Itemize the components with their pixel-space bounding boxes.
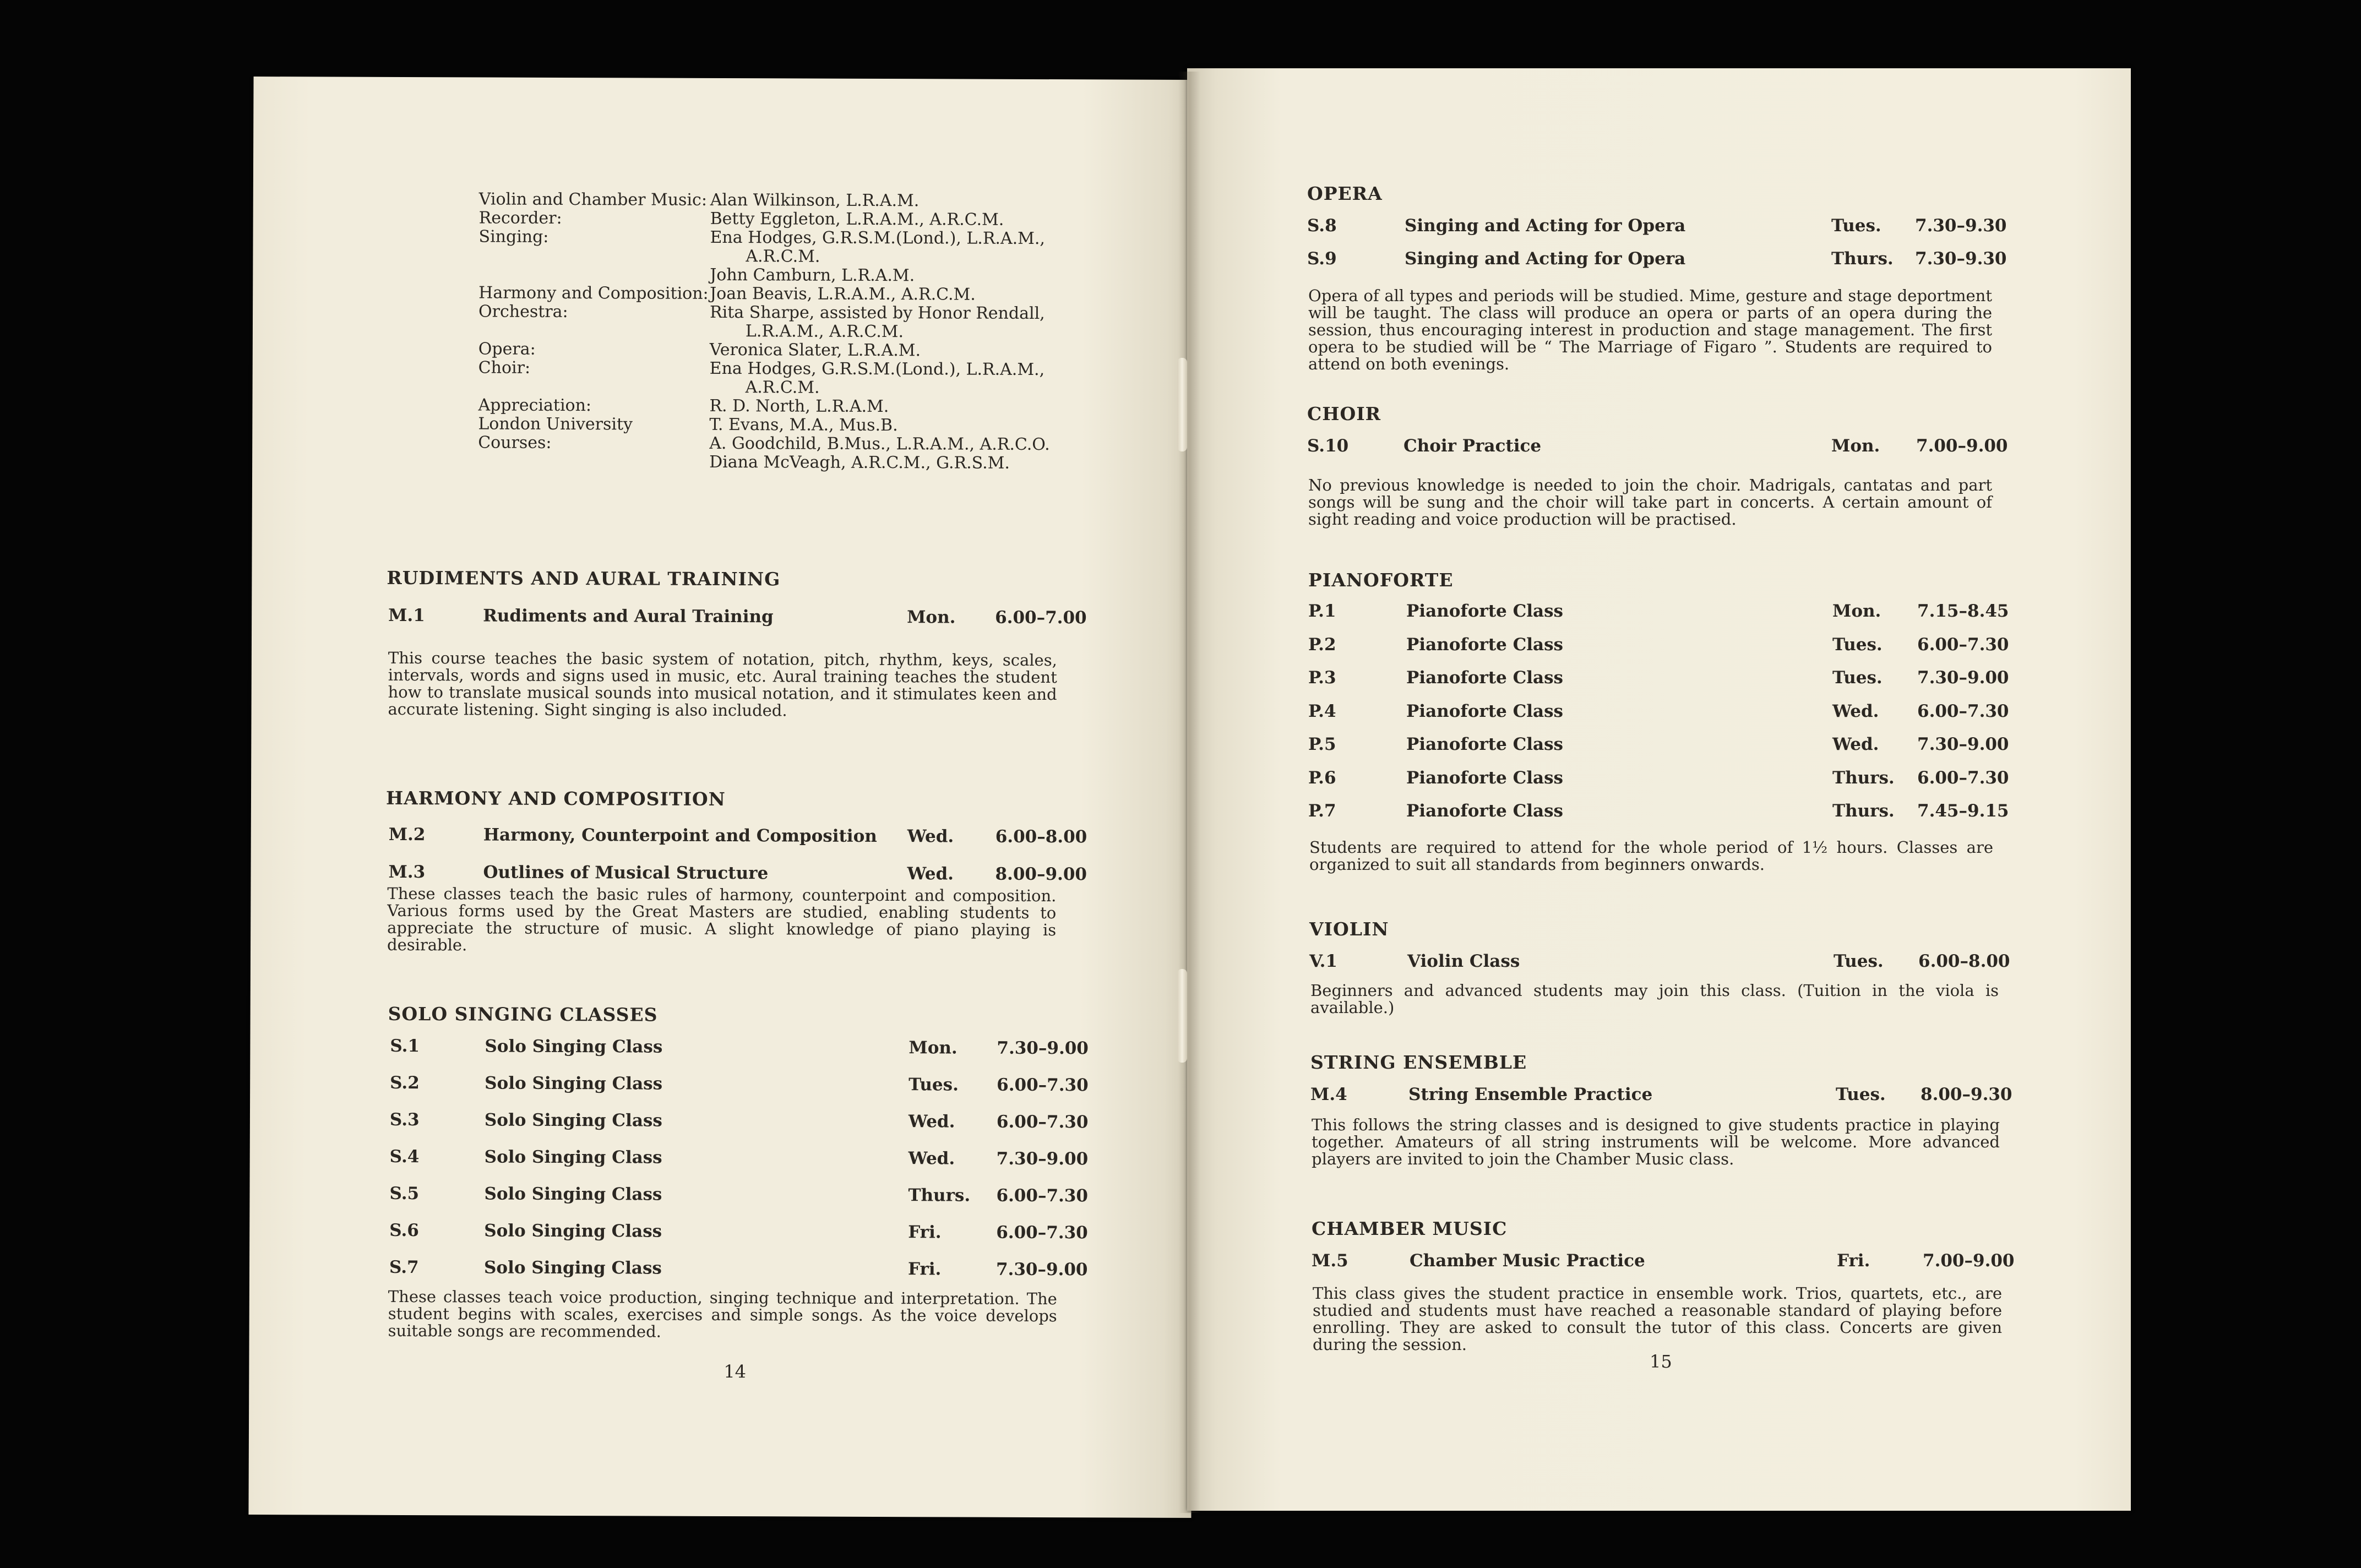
staff-row — [479, 190, 1151, 211]
class-time: 6.00–7.30 — [997, 1075, 1089, 1096]
class-day: Fri. — [1837, 1251, 1870, 1271]
class-time: 7.30–9.00 — [1917, 668, 2009, 688]
section-title-violin: VIOLIN — [1309, 918, 1389, 940]
staff-name-line: T. Evans, M.A., Mus.B. — [709, 415, 898, 435]
class-code: P.5 — [1308, 734, 1336, 754]
left-page — [248, 77, 1196, 1518]
class-name: Singing and Acting for Opera — [1405, 216, 1686, 236]
class-day: Fri. — [908, 1222, 942, 1243]
description-string-ensemble: This follows the string classes and is designed to give students practice in playing together. Amateurs of all string instruments will be welcome. More advanced players are invited to join the Chamber Music class. — [1312, 1115, 2000, 1168]
page-number-right: 15 — [1650, 1351, 1672, 1372]
class-name: String Ensemble Practice — [1408, 1085, 1653, 1104]
class-name: Pianoforte Class — [1406, 668, 1564, 688]
class-time: 6.00–7.30 — [1917, 701, 2009, 721]
staff-names — [710, 228, 1150, 286]
staff-row — [478, 415, 1150, 473]
class-code: S.9 — [1307, 249, 1337, 269]
staff-role: Appreciation: — [478, 395, 592, 416]
class-name: Solo Singing Class — [484, 1221, 662, 1242]
class-day: Mon. — [1831, 436, 1880, 456]
class-day: Wed. — [1832, 701, 1879, 721]
staff-names — [710, 191, 1151, 211]
section-title-string-ensemble: STRING ENSEMBLE — [1310, 1052, 1527, 1073]
class-time: 7.30–9.00 — [1917, 734, 2009, 754]
class-name: Solo Singing Class — [485, 1073, 663, 1094]
staff-row — [478, 358, 1150, 398]
staff-row — [478, 227, 1150, 286]
class-name: Pianoforte Class — [1406, 801, 1564, 821]
class-day: Mon. — [909, 1038, 958, 1058]
class-code: V.1 — [1309, 951, 1337, 971]
staff-list — [478, 190, 1151, 473]
class-time: 6.00–7.30 — [996, 1185, 1089, 1206]
description-violin: Beginners and advanced students may join this class. (Tuition in the viola is available.) — [1310, 981, 1999, 1017]
staff-role: Harmony and Composition: — [478, 283, 709, 303]
section-title-solo-singing: SOLO SINGING CLASSES — [388, 1003, 658, 1026]
class-time: 8.00–9.00 — [995, 864, 1087, 885]
class-name: Chamber Music Practice — [1410, 1251, 1645, 1271]
right-page — [1187, 68, 2131, 1511]
class-name: Solo Singing Class — [484, 1110, 662, 1131]
section-title-pianoforte: PIANOFORTE — [1308, 569, 1454, 591]
class-name: Solo Singing Class — [484, 1184, 662, 1205]
staff-name-line: L.R.A.M., A.R.C.M. — [745, 322, 904, 342]
class-day: Thurs. — [1832, 767, 1895, 788]
section-title-choir: CHOIR — [1307, 403, 1381, 424]
class-day: Wed. — [907, 826, 954, 847]
class-time: 7.00–9.00 — [1916, 436, 2008, 456]
book-gutter — [1178, 72, 1200, 1513]
staff-role: Violin and Chamber Music: — [478, 189, 708, 210]
staff-names — [710, 210, 1151, 230]
staff-name-line: A.R.C.M. — [745, 378, 820, 398]
class-code: P.6 — [1308, 767, 1336, 788]
class-time: 7.30–9.00 — [995, 1259, 1088, 1280]
staff-name-line: Diana McVeagh, A.R.C.M., G.R.S.M. — [709, 452, 1010, 473]
class-day: Wed. — [908, 1112, 955, 1132]
staple-bottom — [1177, 969, 1187, 1063]
section-title-opera: OPERA — [1307, 183, 1383, 204]
class-time: 6.00–7.30 — [996, 1112, 1089, 1133]
class-code: M.2 — [388, 824, 426, 845]
class-code: S.3 — [389, 1109, 420, 1130]
class-day: Wed. — [1832, 734, 1879, 754]
class-code: S.6 — [389, 1220, 419, 1241]
class-name: Pianoforte Class — [1406, 634, 1564, 655]
class-code: S.10 — [1307, 436, 1349, 456]
staff-names — [710, 360, 1150, 399]
staff-row — [479, 209, 1151, 230]
class-name: Rudiments and Aural Training — [483, 606, 774, 627]
class-day: Thurs. — [1832, 801, 1895, 821]
class-day: Tues. — [1832, 668, 1883, 688]
class-name: Pianoforte Class — [1406, 701, 1564, 721]
class-day: Thurs. — [908, 1185, 971, 1206]
staff-names — [709, 397, 1150, 417]
staff-names — [710, 285, 1150, 305]
class-time: 7.00–9.00 — [1923, 1251, 2015, 1271]
description-chamber-music: This class gives the student practice in ensemble work. Trios, quartets, etc., are studied and students must have reached a reasonable standard of playing before enrolling. They are asked to consult the tutor of this class. Concerts are given during the session. — [1313, 1284, 2002, 1354]
class-name: Choir Practice — [1403, 436, 1542, 456]
class-day: Fri. — [907, 1259, 942, 1280]
class-code: S.8 — [1307, 216, 1337, 236]
description-solo-singing: These classes teach voice production, singing technique and interpretation. The student begins with scales, exercises and simple songs. As the voice develops suitable songs are recommended. — [388, 1287, 1057, 1341]
class-day: Tues. — [1832, 634, 1883, 655]
description-opera: Opera of all types and periods will be studied. Mime, gesture and stage deportment will be taught. The class will produce an opera or parts of an opera during the session, thus encouraging interest in production and stage management. The first opera to be studied will be “ The Marriage of Figaro ”. Students are required to attend on both evenings. — [1308, 286, 1992, 373]
class-day: Wed. — [907, 864, 954, 884]
class-code: M.4 — [1310, 1085, 1347, 1104]
class-code: S.7 — [389, 1257, 419, 1278]
staff-row — [478, 396, 1150, 417]
class-code: P.4 — [1308, 701, 1336, 721]
class-time: 6.00–7.30 — [1917, 767, 2009, 788]
class-code: P.3 — [1308, 668, 1336, 688]
class-day: Tues. — [1834, 951, 1884, 971]
description-rudiments: This course teaches the basic system of notation, pitch, rhythm, keys, scales, intervals, words and signs used in music, etc. Aural training teaches the student how to translate musical sounds into musical notation, and it stimulates keen and accurate listening. Sight singing is also included. — [388, 648, 1057, 720]
class-day: Tues. — [1836, 1085, 1886, 1104]
staple-top — [1177, 358, 1187, 451]
class-time: 7.30–9.30 — [1915, 249, 2007, 269]
class-code: P.1 — [1308, 601, 1336, 621]
staff-name-line: A. Goodchild, B.Mus., L.R.A.M., A.R.C.O. — [709, 433, 1050, 455]
class-code: M.5 — [1312, 1251, 1348, 1271]
class-code: M.1 — [388, 605, 425, 626]
staff-name-line: Betty Eggleton, L.R.A.M., A.R.C.M. — [710, 209, 1004, 230]
class-time: 6.00–7.30 — [996, 1222, 1088, 1243]
class-time: 7.30–9.00 — [996, 1148, 1089, 1169]
description-harmony: These classes teach the basic rules of harmony, counterpoint and composition. Various forms used by the Great Masters are studied, enabling students to appreciate the structure of music. A slight knowledge of piano playing is desirable. — [387, 884, 1057, 955]
staff-role: Opera: — [478, 339, 536, 359]
staff-name-line: Ena Hodges, G.R.S.M.(Lond.), L.R.A.M., — [710, 227, 1046, 249]
staff-name-line: Joan Beavis, L.R.A.M., A.R.C.M. — [710, 284, 976, 304]
class-day: Thurs. — [1831, 249, 1894, 269]
staff-names — [710, 303, 1150, 342]
page-number-left: 14 — [723, 1361, 747, 1382]
staff-role: Singing: — [478, 227, 549, 247]
class-name: Outlines of Musical Structure — [483, 862, 769, 884]
section-title-chamber-music: CHAMBER MUSIC — [1312, 1218, 1508, 1239]
class-name: Solo Singing Class — [483, 1257, 662, 1278]
staff-name-line: Alan Wilkinson, L.R.A.M. — [710, 190, 920, 211]
staff-names — [710, 341, 1150, 361]
staff-row — [478, 284, 1150, 304]
section-title-harmony: HARMONY AND COMPOSITION — [385, 787, 726, 810]
class-time: 8.00–9.30 — [1921, 1085, 2012, 1104]
class-day: Tues. — [1831, 216, 1881, 236]
class-name: Pianoforte Class — [1406, 767, 1564, 788]
class-code: P.2 — [1308, 634, 1336, 655]
staff-names — [709, 416, 1150, 473]
class-name: Singing and Acting for Opera — [1405, 249, 1686, 269]
staff-row — [478, 340, 1150, 361]
class-time: 6.00–8.00 — [995, 826, 1087, 847]
class-day: Mon. — [907, 607, 956, 628]
staff-name-line: John Camburn, L.R.A.M. — [710, 265, 915, 286]
class-time: 7.45–9.15 — [1917, 801, 2009, 821]
class-code: M.3 — [388, 862, 426, 883]
staff-name-line: A.R.C.M. — [746, 247, 820, 266]
class-name: Pianoforte Class — [1406, 734, 1564, 754]
description-pianoforte: Students are required to attend for the whole period of 1½ hours. Classes are organized to suit all standards from beginners onwards. — [1309, 838, 1993, 874]
class-code: S.1 — [390, 1036, 420, 1057]
section-title-rudiments: RUDIMENTS AND AURAL TRAINING — [387, 567, 781, 590]
description-choir: No previous knowledge is needed to join the choir. Madrigals, cantatas and part songs will be sung and the choir will take part in concerts. A certain amount of sight reading and voice production will be practised. — [1308, 476, 1992, 529]
class-name: Solo Singing Class — [484, 1147, 662, 1168]
staff-name-line: Ena Hodges, G.R.S.M.(Lond.), L.R.A.M., — [709, 358, 1045, 380]
staff-name-line: Rita Sharpe, assisted by Honor Rendall, — [710, 302, 1045, 324]
class-code: S.4 — [389, 1146, 420, 1167]
class-code: S.2 — [390, 1072, 420, 1093]
class-name: Pianoforte Class — [1406, 601, 1564, 621]
class-time: 6.00–7.00 — [995, 607, 1087, 628]
class-time: 6.00–7.30 — [1917, 634, 2009, 655]
class-day: Tues. — [909, 1075, 959, 1095]
staff-name-line: R. D. North, L.R.A.M. — [709, 396, 889, 417]
class-code: P.7 — [1308, 801, 1336, 821]
staff-name-line: Veronica Slater, L.R.A.M. — [709, 340, 921, 361]
class-time: 7.30–9.30 — [1915, 216, 2007, 236]
class-name: Solo Singing Class — [485, 1036, 663, 1057]
class-day: Wed. — [908, 1148, 955, 1169]
class-time: 7.30–9.00 — [997, 1038, 1089, 1059]
class-day: Mon. — [1832, 601, 1881, 621]
class-time: 7.15–8.45 — [1917, 601, 2009, 621]
staff-role: London University Courses: — [478, 414, 633, 453]
staff-role: Choir: — [478, 358, 531, 378]
class-name: Violin Class — [1407, 951, 1520, 971]
class-time: 6.00–8.00 — [1918, 951, 2010, 971]
staff-role: Recorder: — [478, 208, 562, 228]
staff-row — [478, 302, 1150, 342]
staff-role: Orchestra: — [478, 302, 568, 322]
class-name: Harmony, Counterpoint and Composition — [483, 825, 877, 846]
class-code: S.5 — [389, 1183, 420, 1204]
